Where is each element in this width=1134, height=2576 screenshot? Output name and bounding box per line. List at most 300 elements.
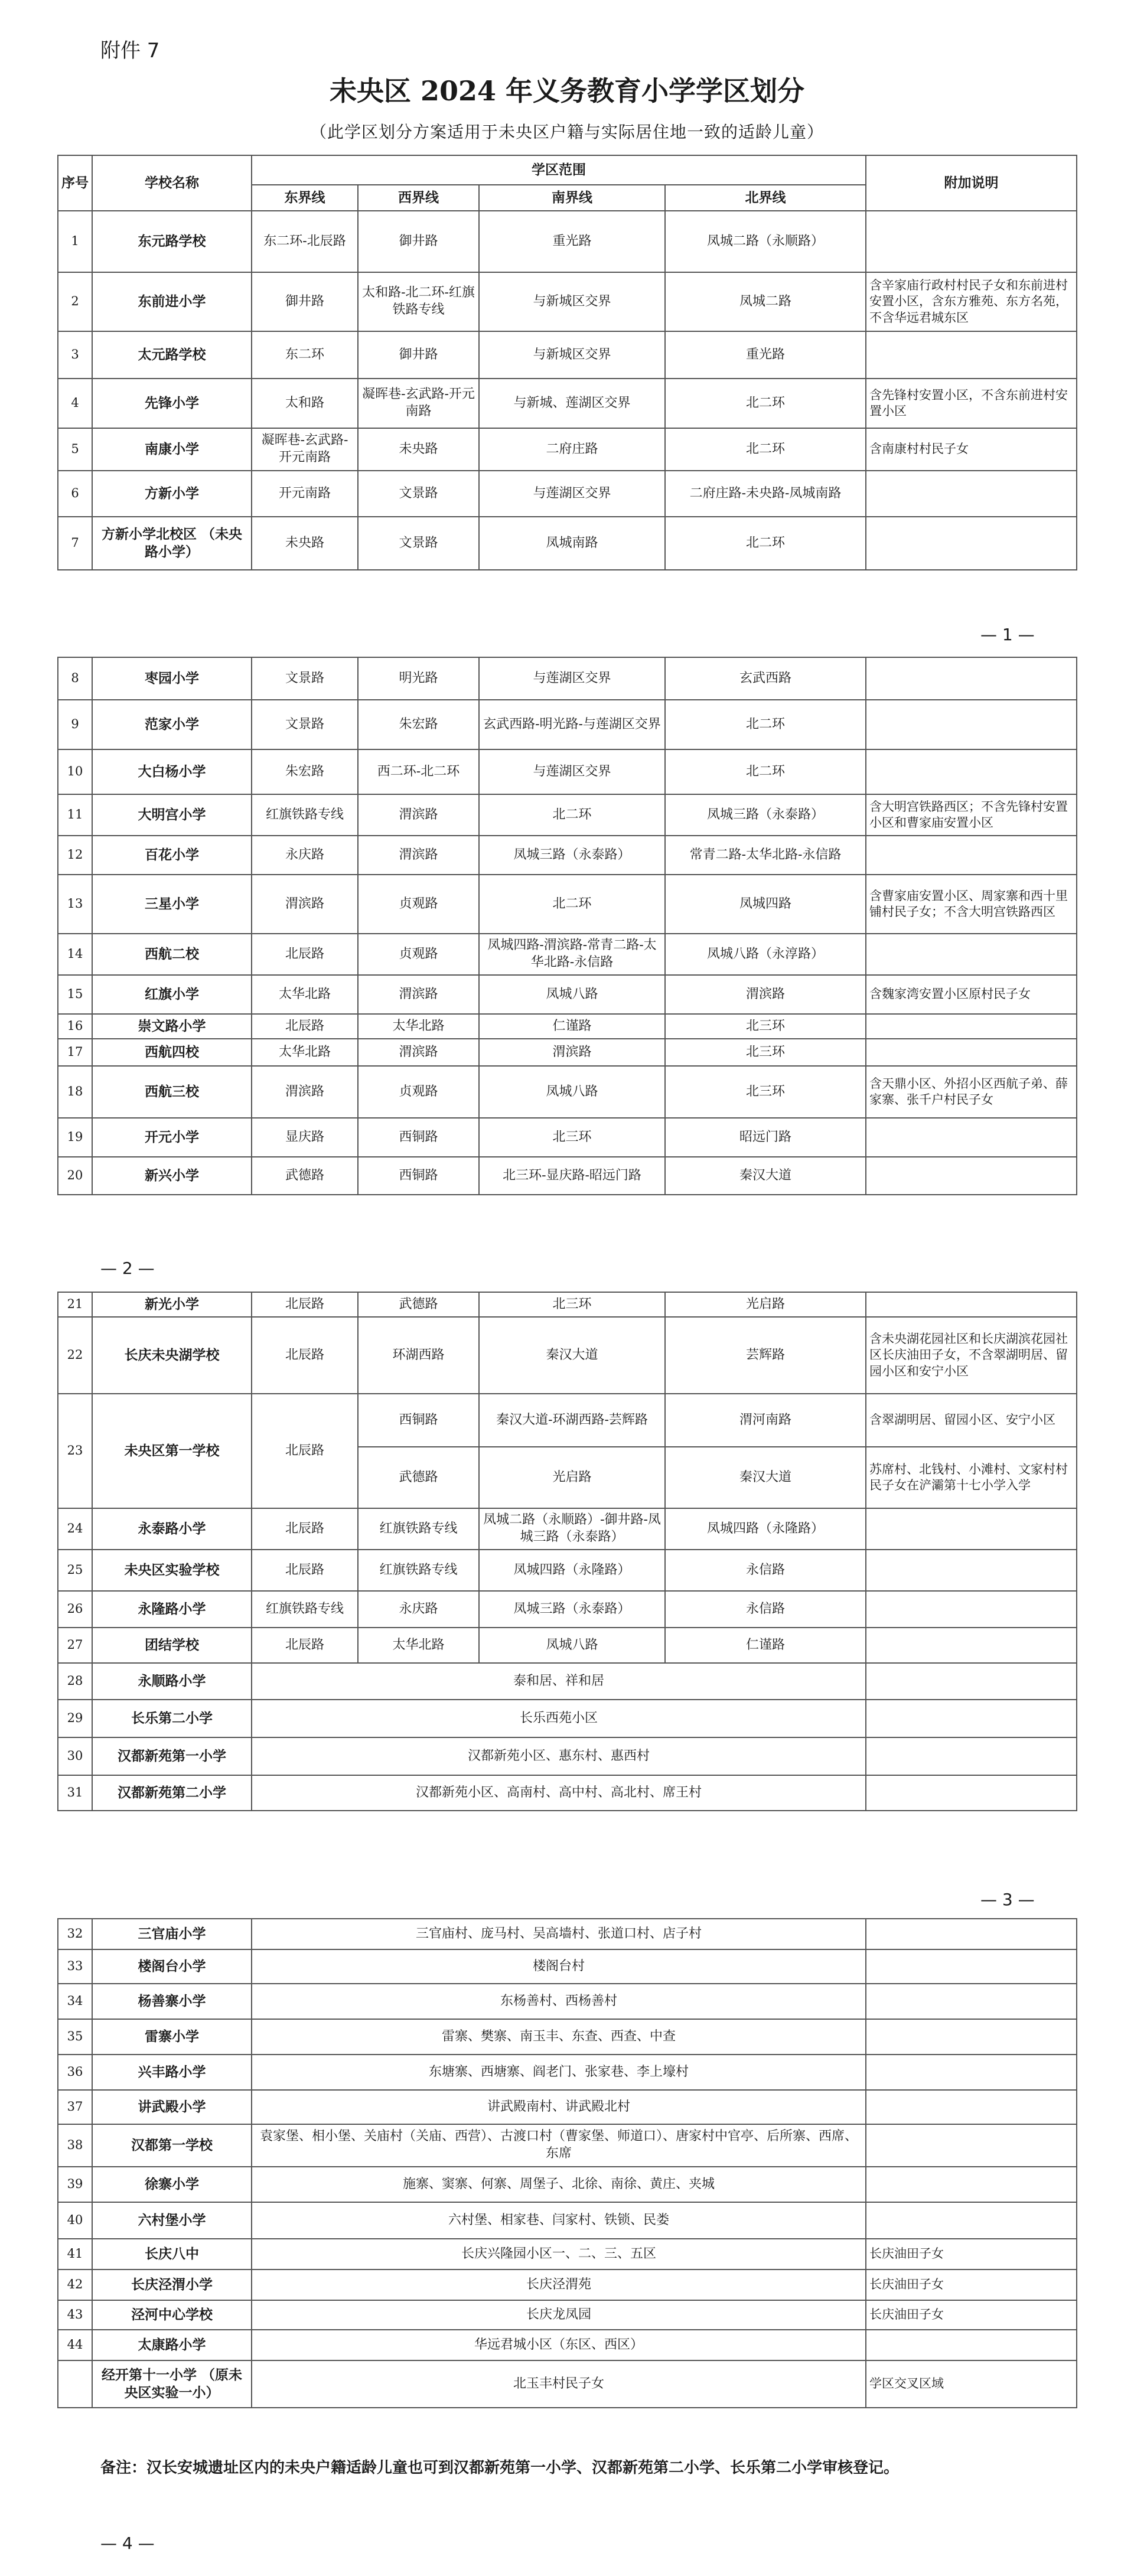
note-cell [866, 517, 1077, 570]
east-boundary: 开元南路 [252, 471, 358, 517]
school-name: 西航二校 [92, 934, 252, 975]
note-cell [866, 471, 1077, 517]
west-boundary: 文景路 [358, 471, 479, 517]
east-boundary: 凝晖巷-玄武路-开元南路 [252, 428, 358, 471]
school-name: 汉都第一学校 [92, 2124, 252, 2167]
south-boundary: 玄武西路-明光路-与莲湖区交界 [479, 700, 665, 749]
row-no: 5 [58, 428, 92, 471]
row-no: 4 [58, 379, 92, 428]
row-no: 22 [58, 1317, 92, 1394]
document-subtitle: （此学区划分方案适用于未央区户籍与实际居住地一致的适龄儿童） [309, 122, 824, 142]
south-boundary: 凤城三路（永泰路） [479, 836, 665, 875]
north-boundary: 昭远门路 [665, 1118, 866, 1157]
east-boundary: 文景路 [252, 700, 358, 749]
table-row [58, 794, 1077, 836]
table-row [58, 1394, 1077, 1447]
west-boundary: 渭滨路 [358, 836, 479, 875]
school-name: 范家小学 [92, 700, 252, 749]
north-boundary: 凤城三路（永泰路） [665, 794, 866, 836]
row-no: 41 [58, 2239, 92, 2270]
note-cell [866, 700, 1077, 749]
note-cell: 含天鼎小区、外招小区西航子弟、薛家寨、张千户村民子女 [866, 1066, 1077, 1118]
district-range: 雷寨、樊寨、南玉丰、东查、西查、中查 [252, 2019, 866, 2055]
south-boundary: 与新城、莲湖区交界 [479, 379, 665, 428]
school-name: 团结学校 [92, 1628, 252, 1663]
east-boundary: 武德路 [252, 1157, 358, 1195]
east-boundary: 北辰路 [252, 1394, 358, 1508]
south-boundary: 凤城二路（永顺路）-御井路-凤城三路（永泰路） [479, 1508, 665, 1550]
note-cell [866, 331, 1077, 379]
north-boundary: 北三环 [665, 1066, 866, 1118]
row-no: 35 [58, 2019, 92, 2055]
table-row [58, 2019, 1077, 2055]
table-row [58, 657, 1077, 700]
table-row [58, 2239, 1077, 2270]
table-row [58, 975, 1077, 1014]
district-range: 长庆龙凤园 [252, 2300, 866, 2330]
school-name: 太元路学校 [92, 331, 252, 379]
row-no: 39 [58, 2167, 92, 2202]
north-boundary: 芸辉路 [665, 1317, 866, 1394]
west-boundary: 太华北路 [358, 1628, 479, 1663]
row-no: 10 [58, 749, 92, 794]
school-name: 徐寨小学 [92, 2167, 252, 2202]
school-name: 崇文路小学 [92, 1014, 252, 1039]
page-number-2: — 2 — [100, 1258, 155, 1278]
school-name: 讲武殿小学 [92, 2090, 252, 2124]
table-row [58, 1984, 1077, 2019]
note-cell [866, 934, 1077, 975]
west-boundary: 红旗铁路专线 [358, 1550, 479, 1591]
school-name: 红旗小学 [92, 975, 252, 1014]
south-boundary: 与莲湖区交界 [479, 657, 665, 700]
district-range: 长庆泾渭苑 [252, 2270, 866, 2300]
east-boundary: 北辰路 [252, 1317, 358, 1394]
east-boundary: 文景路 [252, 657, 358, 700]
west-boundary: 未央路 [358, 428, 479, 471]
north-boundary: 北二环 [665, 749, 866, 794]
note-cell: 含未央湖花园社区和长庆湖滨花园社区长庆油田子女，不含翠湖明居、留园小区和安宁小区 [866, 1317, 1077, 1394]
note-cell: 含大明宫铁路西区；不含先锋村安置小区和曹家庙安置小区 [866, 794, 1077, 836]
district-range: 六村堡、相家巷、闫家村、铁锁、民娄 [252, 2202, 866, 2239]
east-boundary: 朱宏路 [252, 749, 358, 794]
east-boundary: 北辰路 [252, 1508, 358, 1550]
north-boundary: 渭滨路 [665, 975, 866, 1014]
east-boundary: 东二环 [252, 331, 358, 379]
row-no: 31 [58, 1775, 92, 1811]
north-boundary: 北二环 [665, 428, 866, 471]
row-no: 6 [58, 471, 92, 517]
note-cell [866, 1628, 1077, 1663]
header-east: 东界线 [252, 185, 358, 211]
south-boundary: 秦汉大道-环湖西路-芸辉路 [479, 1394, 665, 1447]
east-boundary: 北辰路 [252, 1014, 358, 1039]
school-name: 西航四校 [92, 1039, 252, 1066]
document-title: 未央区 2024 年义务教育小学学区划分 [329, 75, 805, 107]
row-no: 42 [58, 2270, 92, 2300]
row-no: 26 [58, 1591, 92, 1628]
north-boundary: 北二环 [665, 379, 866, 428]
west-boundary: 贞观路 [358, 934, 479, 975]
east-boundary: 太华北路 [252, 1039, 358, 1066]
south-boundary: 重光路 [479, 211, 665, 272]
school-name: 方新小学 [92, 471, 252, 517]
page-number-3: — 3 — [980, 1890, 1035, 1909]
table-row [58, 2167, 1077, 2202]
south-boundary: 凤城八路 [479, 975, 665, 1014]
row-no: 8 [58, 657, 92, 700]
district-range: 泰和居、祥和居 [252, 1663, 866, 1700]
east-boundary: 太华北路 [252, 975, 358, 1014]
note-cell: 苏席村、北钱村、小滩村、文家村村民子女在浐灞第十七小学入学 [866, 1447, 1077, 1508]
south-boundary: 二府庄路 [479, 428, 665, 471]
table-row [58, 1157, 1077, 1195]
east-boundary: 渭滨路 [252, 875, 358, 934]
note-cell [866, 1737, 1077, 1775]
school-name: 三星小学 [92, 875, 252, 934]
south-boundary: 凤城三路（永泰路） [479, 1591, 665, 1628]
note-cell [866, 2330, 1077, 2360]
district-range: 汉都新苑小区、惠东村、惠西村 [252, 1737, 866, 1775]
school-name: 东元路学校 [92, 211, 252, 272]
note-cell [866, 2019, 1077, 2055]
note-cell: 长庆油田子女 [866, 2270, 1077, 2300]
table-row [58, 1737, 1077, 1775]
row-no: 27 [58, 1628, 92, 1663]
district-range: 袁家堡、相小堡、关庙村（关庙、西营）、古渡口村（曹家堡、师道口）、唐家村中官亭、后所寨、西席、东席 [252, 2124, 866, 2167]
west-boundary: 朱宏路 [358, 700, 479, 749]
school-name: 南康小学 [92, 428, 252, 471]
school-name: 长庆泾渭小学 [92, 2270, 252, 2300]
note-cell [866, 2167, 1077, 2202]
table-row [58, 1292, 1077, 1317]
south-boundary: 北二环 [479, 794, 665, 836]
district-range: 三官庙村、庞马村、吴高墙村、张道口村、店子村 [252, 1919, 866, 1949]
school-name: 东前进小学 [92, 272, 252, 331]
table-row [58, 700, 1077, 749]
table-row [58, 379, 1077, 428]
table-row [58, 1919, 1077, 1949]
table-row [58, 272, 1077, 331]
district-range: 汉都新苑小区、高南村、高中村、高北村、席王村 [252, 1775, 866, 1811]
note-cell: 含先锋村安置小区，不含东前进村安置小区 [866, 379, 1077, 428]
row-no: 32 [58, 1919, 92, 1949]
south-boundary: 北三环-显庆路-昭远门路 [479, 1157, 665, 1195]
school-name: 大明宫小学 [92, 794, 252, 836]
district-range: 施寨、窦寨、何寨、周堡子、北徐、南徐、黄庄、夹城 [252, 2167, 866, 2202]
west-boundary: 文景路 [358, 517, 479, 570]
table-row [58, 1066, 1077, 1118]
row-no: 16 [58, 1014, 92, 1039]
annex-label: 附件 7 [100, 39, 160, 63]
north-boundary: 玄武西路 [665, 657, 866, 700]
header-note: 附加说明 [866, 155, 1077, 211]
table-row [58, 1317, 1077, 1394]
west-boundary: 凝晖巷-玄武路-开元南路 [358, 379, 479, 428]
district-table-page-1 [57, 155, 1077, 570]
west-boundary: 太华北路 [358, 1014, 479, 1039]
school-name: 杨善寨小学 [92, 1984, 252, 2019]
row-no: 12 [58, 836, 92, 875]
note-cell [866, 1663, 1077, 1700]
school-name: 兴丰路小学 [92, 2055, 252, 2090]
row-no: 15 [58, 975, 92, 1014]
east-boundary: 北辰路 [252, 1550, 358, 1591]
school-name: 经开第十一小学 （原未央区实验一小） [92, 2360, 252, 2408]
north-boundary: 常青二路-太华北路-永信路 [665, 836, 866, 875]
note-cell [866, 1039, 1077, 1066]
west-boundary: 渭滨路 [358, 1039, 479, 1066]
north-boundary: 重光路 [665, 331, 866, 379]
row-no: 18 [58, 1066, 92, 1118]
table-row [58, 428, 1077, 471]
row-no: 29 [58, 1700, 92, 1737]
district-table-page-2 [57, 657, 1077, 1195]
north-boundary: 凤城二路 [665, 272, 866, 331]
row-no: 25 [58, 1550, 92, 1591]
note-cell [866, 1292, 1077, 1317]
district-range: 长庆兴隆园小区一、二、三、五区 [252, 2239, 866, 2270]
table-row [58, 1550, 1077, 1591]
district-table-page-4 [57, 1918, 1077, 2408]
school-name: 长庆八中 [92, 2239, 252, 2270]
district-range: 北玉丰村民子女 [252, 2360, 866, 2408]
district-range: 华远君城小区（东区、西区） [252, 2330, 866, 2360]
west-boundary: 武德路 [358, 1447, 479, 1508]
table-row [58, 211, 1077, 272]
note-cell [866, 1949, 1077, 1984]
west-boundary: 贞观路 [358, 1066, 479, 1118]
west-boundary: 贞观路 [358, 875, 479, 934]
north-boundary: 北二环 [665, 517, 866, 570]
school-name: 新光小学 [92, 1292, 252, 1317]
south-boundary: 北三环 [479, 1292, 665, 1317]
south-boundary: 仁谨路 [479, 1014, 665, 1039]
table-row [58, 1014, 1077, 1039]
note-cell [866, 1700, 1077, 1737]
row-no: 40 [58, 2202, 92, 2239]
table-row [58, 2202, 1077, 2239]
school-name: 永泰路小学 [92, 1508, 252, 1550]
south-boundary: 凤城四路（永隆路） [479, 1550, 665, 1591]
district-range: 东塘寨、西塘寨、阎老门、张家巷、李上壕村 [252, 2055, 866, 2090]
table-row [58, 2090, 1077, 2124]
note-cell: 含翠湖明居、留园小区、安宁小区 [866, 1394, 1077, 1447]
east-boundary: 永庆路 [252, 836, 358, 875]
row-no: 38 [58, 2124, 92, 2167]
row-no: 28 [58, 1663, 92, 1700]
north-boundary: 凤城八路（永淳路） [665, 934, 866, 975]
row-no: 23 [58, 1394, 92, 1508]
west-boundary: 渭滨路 [358, 794, 479, 836]
remark-note: 备注：汉长安城遗址区内的未央户籍适龄儿童也可到汉都新苑第一小学、汉都新苑第二小学、长乐第二小学审核登记。 [100, 2459, 900, 2477]
table-row [58, 1039, 1077, 1066]
row-no: 13 [58, 875, 92, 934]
school-name: 永隆路小学 [92, 1591, 252, 1628]
header-south: 南界线 [479, 185, 665, 211]
row-no: 17 [58, 1039, 92, 1066]
north-boundary: 秦汉大道 [665, 1447, 866, 1508]
south-boundary: 与莲湖区交界 [479, 749, 665, 794]
note-cell [866, 1508, 1077, 1550]
row-no: 24 [58, 1508, 92, 1550]
page-number-1: — 1 — [980, 625, 1035, 644]
district-table-page-3 [57, 1292, 1077, 1811]
west-boundary: 明光路 [358, 657, 479, 700]
south-boundary: 与新城区交界 [479, 272, 665, 331]
school-name: 汉都新苑第一小学 [92, 1737, 252, 1775]
school-name: 未央区第一学校 [92, 1394, 252, 1508]
note-cell: 长庆油田子女 [866, 2239, 1077, 2270]
west-boundary: 渭滨路 [358, 975, 479, 1014]
west-boundary: 西铜路 [358, 1118, 479, 1157]
table-row [58, 934, 1077, 975]
note-cell [866, 2090, 1077, 2124]
north-boundary: 光启路 [665, 1292, 866, 1317]
school-name: 先锋小学 [92, 379, 252, 428]
note-cell [866, 1984, 1077, 2019]
school-name: 长庆未央湖学校 [92, 1317, 252, 1394]
row-no: 20 [58, 1157, 92, 1195]
east-boundary: 东二环-北辰路 [252, 211, 358, 272]
school-name: 楼阁台小学 [92, 1949, 252, 1984]
north-boundary: 北三环 [665, 1039, 866, 1066]
table-row [58, 1628, 1077, 1663]
north-boundary: 北二环 [665, 700, 866, 749]
row-no: 30 [58, 1737, 92, 1775]
row-no: 2 [58, 272, 92, 331]
table-row [58, 1508, 1077, 1550]
note-cell [866, 2202, 1077, 2239]
north-boundary: 渭河南路 [665, 1394, 866, 1447]
district-range: 长乐西苑小区 [252, 1700, 866, 1737]
note-cell [866, 211, 1077, 272]
district-range: 楼阁台村 [252, 1949, 866, 1984]
north-boundary: 凤城四路（永隆路） [665, 1508, 866, 1550]
south-boundary: 北二环 [479, 875, 665, 934]
school-name: 方新小学北校区 （未央路小学） [92, 517, 252, 570]
table-row [58, 1663, 1077, 1700]
header-district-range: 学区范围 [252, 155, 866, 185]
table-row [58, 2300, 1077, 2330]
school-name: 新兴小学 [92, 1157, 252, 1195]
row-no: 36 [58, 2055, 92, 2090]
school-name: 枣园小学 [92, 657, 252, 700]
north-boundary: 永信路 [665, 1550, 866, 1591]
school-name: 开元小学 [92, 1118, 252, 1157]
west-boundary: 西铜路 [358, 1394, 479, 1447]
south-boundary: 秦汉大道 [479, 1317, 665, 1394]
south-boundary: 北三环 [479, 1118, 665, 1157]
note-cell [866, 1550, 1077, 1591]
east-boundary: 北辰路 [252, 1292, 358, 1317]
school-name: 长乐第二小学 [92, 1700, 252, 1737]
table-row [58, 2270, 1077, 2300]
note-cell: 含南康村村民子女 [866, 428, 1077, 471]
north-boundary: 二府庄路-未央路-凤城南路 [665, 471, 866, 517]
school-name: 雷寨小学 [92, 2019, 252, 2055]
table-row [58, 1118, 1077, 1157]
south-boundary: 光启路 [479, 1447, 665, 1508]
row-no [58, 2360, 92, 2408]
west-boundary: 御井路 [358, 331, 479, 379]
row-no: 1 [58, 211, 92, 272]
row-no: 7 [58, 517, 92, 570]
header-north: 北界线 [665, 185, 866, 211]
school-name: 太康路小学 [92, 2330, 252, 2360]
note-cell: 含辛家庙行政村村民子女和东前进村安置小区，含东方雅苑、东方名苑，不含华远君城东区 [866, 272, 1077, 331]
south-boundary: 渭滨路 [479, 1039, 665, 1066]
note-cell [866, 1919, 1077, 1949]
note-cell [866, 2055, 1077, 2090]
south-boundary: 与新城区交界 [479, 331, 665, 379]
west-boundary: 永庆路 [358, 1591, 479, 1628]
west-boundary: 太和路-北二环-红旗铁路专线 [358, 272, 479, 331]
east-boundary: 御井路 [252, 272, 358, 331]
north-boundary: 凤城二路（永顺路） [665, 211, 866, 272]
table-row [58, 517, 1077, 570]
table-row [58, 2360, 1077, 2408]
row-no: 9 [58, 700, 92, 749]
south-boundary: 凤城四路-渭滨路-常青二路-太华北路-永信路 [479, 934, 665, 975]
note-cell [866, 1118, 1077, 1157]
school-name: 百花小学 [92, 836, 252, 875]
north-boundary: 秦汉大道 [665, 1157, 866, 1195]
note-cell [866, 1591, 1077, 1628]
south-boundary: 凤城八路 [479, 1066, 665, 1118]
west-boundary: 红旗铁路专线 [358, 1508, 479, 1550]
district-range: 讲武殿南村、讲武殿北村 [252, 2090, 866, 2124]
note-cell [866, 1775, 1077, 1811]
header-school-name: 学校名称 [92, 155, 252, 211]
school-name: 永顺路小学 [92, 1663, 252, 1700]
table-row [58, 836, 1077, 875]
table-row [58, 331, 1077, 379]
row-no: 44 [58, 2330, 92, 2360]
row-no: 43 [58, 2300, 92, 2330]
east-boundary: 渭滨路 [252, 1066, 358, 1118]
east-boundary: 红旗铁路专线 [252, 1591, 358, 1628]
note-cell: 长庆油田子女 [866, 2300, 1077, 2330]
table-row [58, 1700, 1077, 1737]
west-boundary: 武德路 [358, 1292, 479, 1317]
school-name: 汉都新苑第二小学 [92, 1775, 252, 1811]
row-no: 21 [58, 1292, 92, 1317]
west-boundary: 环湖西路 [358, 1317, 479, 1394]
table-row [58, 1949, 1077, 1984]
school-name: 西航三校 [92, 1066, 252, 1118]
south-boundary: 与莲湖区交界 [479, 471, 665, 517]
note-cell: 含魏家湾安置小区原村民子女 [866, 975, 1077, 1014]
school-name: 未央区实验学校 [92, 1550, 252, 1591]
note-cell [866, 1014, 1077, 1039]
note-cell [866, 657, 1077, 700]
north-boundary: 永信路 [665, 1591, 866, 1628]
note-cell [866, 749, 1077, 794]
east-boundary: 北辰路 [252, 1628, 358, 1663]
note-cell: 含曹家庙安置小区、周家寨和西十里铺村民子女；不含大明宫铁路西区 [866, 875, 1077, 934]
west-boundary: 西铜路 [358, 1157, 479, 1195]
note-cell [866, 1157, 1077, 1195]
north-boundary: 仁谨路 [665, 1628, 866, 1663]
south-boundary: 凤城八路 [479, 1628, 665, 1663]
header-no: 序号 [58, 155, 92, 211]
header-west: 西界线 [358, 185, 479, 211]
east-boundary: 显庆路 [252, 1118, 358, 1157]
school-name: 大白杨小学 [92, 749, 252, 794]
row-no: 19 [58, 1118, 92, 1157]
table-row [58, 875, 1077, 934]
